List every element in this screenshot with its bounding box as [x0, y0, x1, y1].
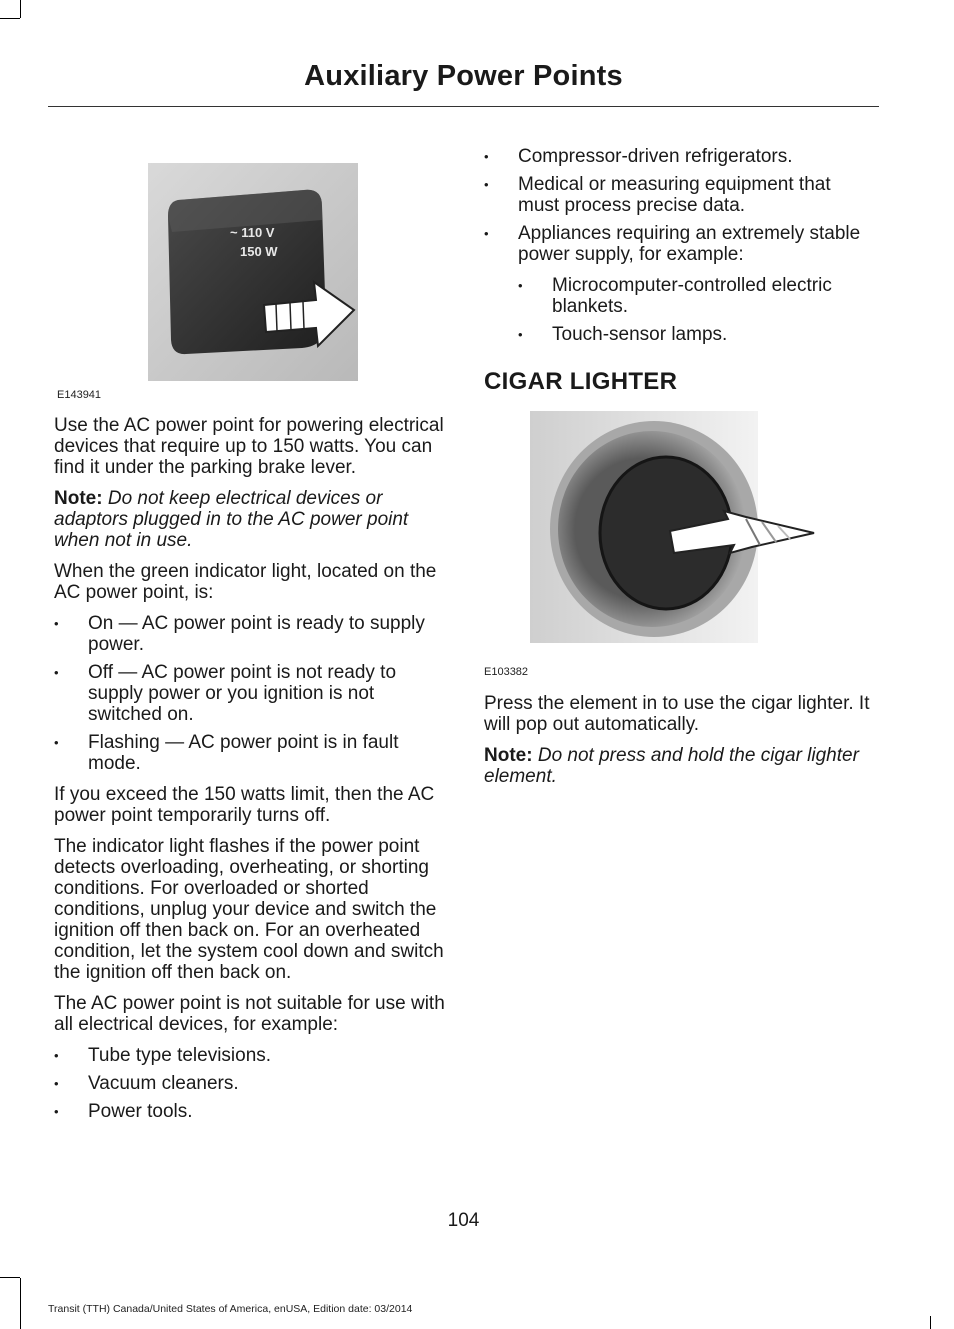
note [484, 745, 876, 787]
page-title: Auxiliary Power Points [304, 60, 623, 92]
list-item: • Flashing — AC power point is in fault mode. [54, 732, 446, 774]
intro-paragraph: Use the AC power point for powering electrical devices that require up to 150 watts. You can find it under the parking brake lever. [54, 415, 444, 478]
cigar-lighter-figure [484, 409, 876, 683]
note-label: Note: [54, 488, 103, 509]
list-item: • Compressor-driven refrigerators. [484, 146, 876, 167]
usage-paragraph: Press the element in to use the cigar lighter. It will pop out automatically. [484, 693, 870, 735]
unsuitable-devices-list [54, 1045, 446, 1122]
list-item: • Tube type televisions. [54, 1045, 446, 1066]
right-column [484, 146, 876, 797]
note-label: Note: [484, 745, 533, 766]
wattage-label: 150 W [240, 244, 278, 259]
list-item: • Medical or measuring equipment that must process precise data. [484, 174, 876, 216]
list-item: • Touch-sensor lamps. [484, 324, 876, 345]
figure-code: E103382 [484, 666, 529, 678]
note-text: Do not keep electrical devices or adaptors plugged in to the AC power point when not in use. [54, 488, 409, 551]
limit-paragraph: If you exceed the 150 watts limit, then the AC power point temporarily turns off. [54, 784, 435, 826]
ac-power-point-figure [54, 160, 446, 403]
indicator-states-list [54, 613, 446, 774]
crop-mark [930, 1316, 931, 1329]
sub-devices-list [484, 275, 876, 345]
note-text: Do not press and hold the cigar lighter element. [484, 745, 859, 787]
header-divider [48, 106, 879, 107]
list-item: • Vacuum cleaners. [54, 1073, 446, 1094]
ac-power-point-illustration [54, 160, 446, 403]
unsuitable-paragraph: The AC power point is not suitable for use with all electrical devices, for example: [54, 993, 445, 1035]
crop-mark [20, 0, 21, 18]
crop-mark [0, 1277, 20, 1278]
crop-mark [20, 1278, 21, 1329]
page-number: 104 [447, 1210, 480, 1231]
note [54, 488, 446, 551]
figure-code: E143941 [57, 389, 102, 401]
list-item: • On — AC power point is ready to supply power. [54, 613, 446, 655]
left-column [54, 160, 446, 1132]
list-item: • Microcomputer-controlled electric blankets. [484, 275, 876, 317]
flashing-paragraph: The indicator light flashes if the power point detects overloading, overheating, or shorting conditions. For overloaded or shorted conditions, unplug your device and switch the ignition off then back on. For an overheated condition, let the system cool down and switch the ignition off then back on. [54, 836, 444, 983]
list-item: • Off — AC power point is not ready to supply power or you ignition is not switched on. [54, 662, 446, 725]
section-heading: CIGAR LIGHTER [484, 368, 678, 395]
indicator-paragraph: When the green indicator light, located on the AC power point, is: [54, 561, 437, 603]
footer-edition: Transit (TTH) Canada/United States of America, enUSA, Edition date: 03/2014 [48, 1303, 413, 1315]
list-item: • Appliances requiring an extremely stable power supply, for example: [484, 223, 876, 265]
voltage-label: ~ 110 V [230, 225, 275, 240]
list-item: • Power tools. [54, 1101, 446, 1122]
cigar-lighter-illustration [484, 409, 876, 683]
unsuitable-devices-list-continued [484, 146, 876, 265]
crop-mark [0, 18, 20, 19]
